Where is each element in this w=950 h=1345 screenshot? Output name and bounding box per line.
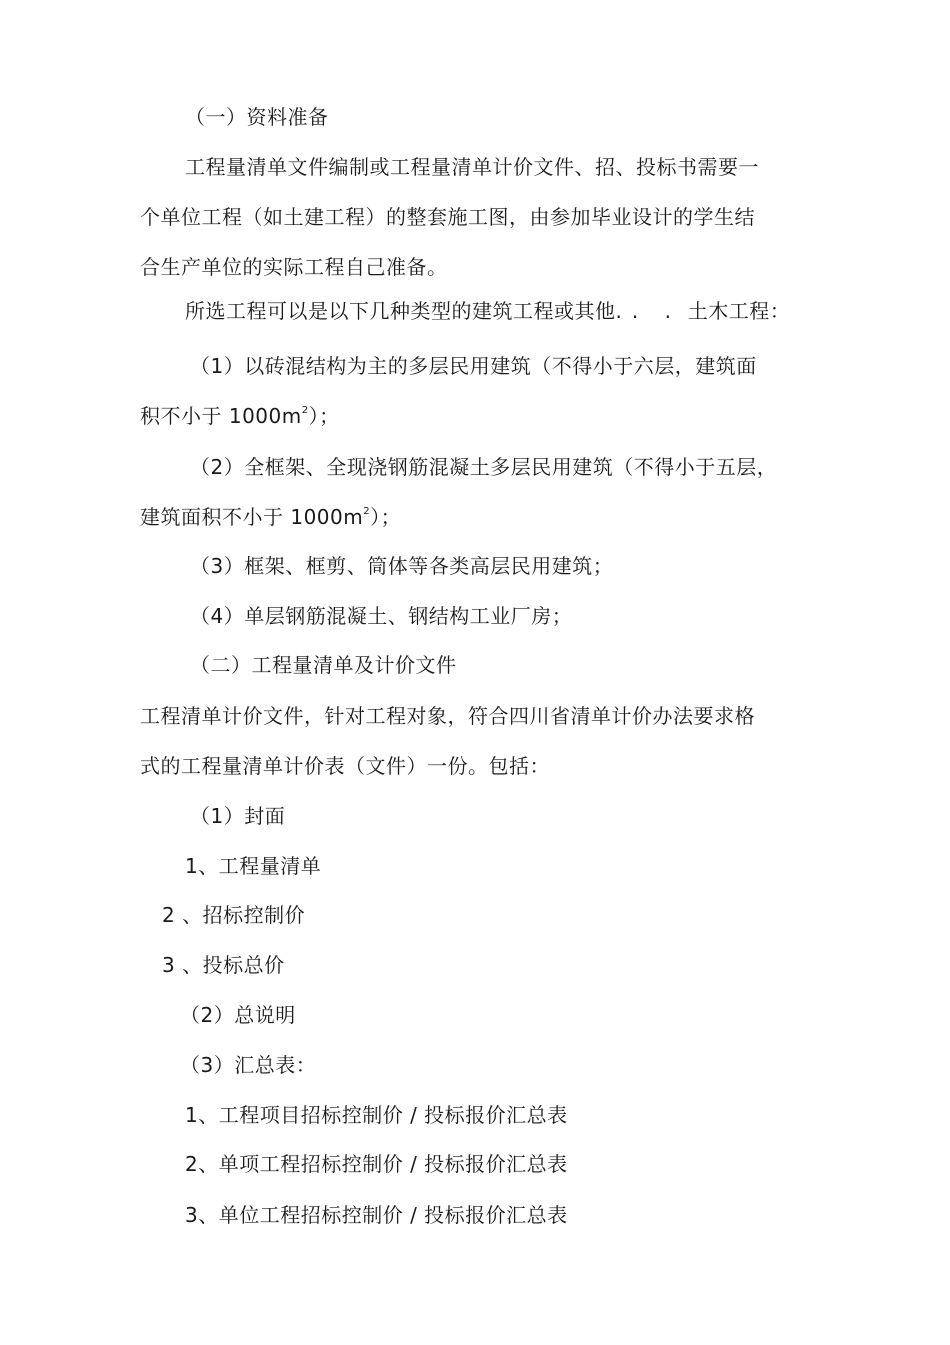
paragraph-line: 式的工程量清单计价表（文件）一份。包括： [140,754,550,778]
list-item: （2）全框架、全现浇钢筋混凝土多层民用建筑（不得小于五层， [190,455,778,479]
list-item: （1）封面 [190,804,286,828]
list-text: 积不小于 1000m [140,404,302,428]
list-item-continuation [140,503,401,531]
list-item: （3）汇总表： [180,1053,317,1077]
list-text: ）； [370,505,402,529]
list-item: （2）总说明 [180,1003,296,1027]
list-item: 3、单位工程招标控制价 / 投标报价汇总表 [185,1203,568,1227]
superscript: 2 [363,506,371,517]
superscript: 2 [301,405,309,416]
list-item-continuation [140,402,340,430]
section-heading-materials: （一）资料准备 [185,105,329,129]
list-text: 建筑面积不小于 1000m [140,505,364,529]
paragraph-project-types [185,297,790,331]
list-item: 1、工程项目招标控制价 / 投标报价汇总表 [185,1103,568,1127]
emphasis-dots: ·· · [615,305,681,329]
list-item: 3 、投标总价 [162,953,285,977]
section-heading-bill: （二）工程量清单及计价文件 [190,653,457,677]
list-item: 2、单项工程招标控制价 / 投标报价汇总表 [185,1152,568,1176]
list-item: 1、工程量清单 [185,854,322,878]
paragraph-line: 工程量清单文件编制或工程量清单计价文件、招、投标书需要一 [185,155,759,179]
list-item: （3）框架、框剪、筒体等各类高层民用建筑； [190,554,614,578]
paragraph-line: 个单位工程（如土建工程）的整套施工图，由参加毕业设计的学生结 [140,205,755,229]
paragraph-text: 土木工程： [687,299,791,323]
paragraph-line: 合生产单位的实际工程自己准备。 [140,255,448,279]
list-item: 2 、招标控制价 [162,903,306,927]
list-text: ）； [308,404,340,428]
list-item: （1）以砖混结构为主的多层民用建筑（不得小于六层，建筑面 [190,354,757,378]
paragraph-line: 工程清单计价文件，针对工程对象，符合四川省清单计价办法要求格 [140,704,755,728]
list-item: （4）单层钢筋混凝土、钢结构工业厂房； [190,604,573,628]
paragraph-text: 所选工程可以是以下几种类型的建筑工程或其他 [185,299,616,323]
